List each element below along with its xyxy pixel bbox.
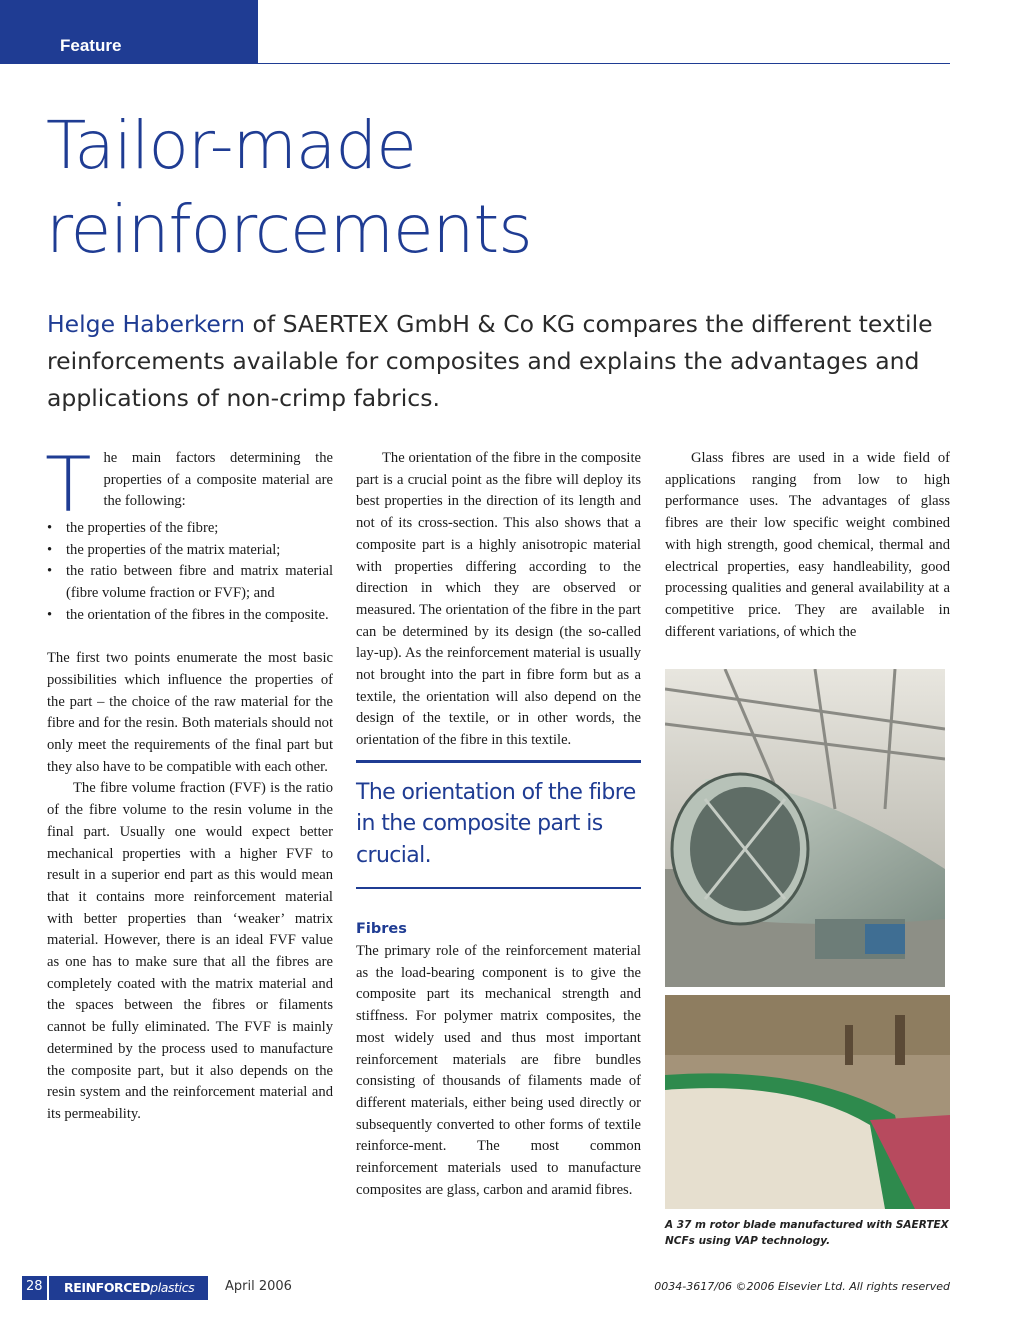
publication-name-bold: REINFORCED xyxy=(64,1280,151,1295)
intro-paragraph: he main factors determining the properties of a composite material are the following: xyxy=(103,450,333,510)
header-rule xyxy=(258,63,950,64)
author-name: Helge Haberkern xyxy=(47,310,245,338)
body-paragraph: Glass fibres are used in a wide field of applications ranging from low to high performance uses. The advantages of glass fibres are their low specific weight combined with high strength, good chemical, thermal and electrical properties, easy handleability, good processing qualities and general availability at a competitive price. They are available in different variations, of which the xyxy=(665,450,950,640)
column-2 xyxy=(356,448,641,1201)
section-label: Feature xyxy=(60,36,122,55)
copyright-notice: 0034-3617/06 ©2006 Elsevier Ltd. All rights reserved xyxy=(654,1280,950,1293)
pull-quote: The orientation of the fibre in the composite part is crucial. xyxy=(356,760,641,890)
publication-name xyxy=(64,1280,194,1295)
body-paragraph: The first two points enumerate the most basic possibilities which influence the properties of the part – the choice of the raw material for the fibre and for the resin. Both materials should not only meet the requirements of the final part but they also have to be compatible with each other. xyxy=(47,650,333,775)
standfirst xyxy=(47,306,947,417)
column-1 xyxy=(45,440,333,1126)
photo-caption: A 37 m rotor blade manufactured with SAERTEX NCFs using VAP technology. xyxy=(665,1219,949,1247)
footer-divider xyxy=(47,1276,49,1300)
body-paragraph: The primary role of the reinforcement material as the load-bearing component is to give the composite part its mechanical strength and stiffness. For polymer matrix composites, the most widely used and thus most important reinforcement materials are fibre bundles consisting of thousands of filaments made of different materials, either being used directly or subsequently converted to other forms of textile reinforce-ment. The most common reinforcement materials used to manufacture composites are glass, carbon and aramid fibres. xyxy=(356,943,641,1198)
column-3 xyxy=(665,448,950,643)
list-item: • the orientation of the fibres in the composite. xyxy=(47,605,333,627)
article-title xyxy=(46,104,946,272)
issue-date: April 2006 xyxy=(225,1279,292,1294)
title-line-2: reinforcements xyxy=(46,191,532,268)
list-item: • the properties of the matrix material; xyxy=(47,540,333,562)
rotor-blade-photo-1 xyxy=(665,669,945,987)
subhead-fibres: Fibres xyxy=(356,921,407,938)
section-tab xyxy=(0,0,258,64)
title-line-1: Tailor-made xyxy=(46,107,416,184)
factor-list xyxy=(47,518,333,627)
drop-cap: T xyxy=(45,440,92,529)
standfirst-text: of SAERTEX GmbH & Co KG compares the different textile reinforcements available for composites and explains the advantages and applications of non-crimp fabrics. xyxy=(47,310,933,412)
list-item: • the ratio between fibre and matrix material (fibre volume fraction or FVF); and xyxy=(47,561,333,604)
publication-name-italic: plastics xyxy=(150,1280,195,1295)
rotor-blade-photo-2 xyxy=(665,995,950,1209)
body-paragraph: The fibre volume fraction (FVF) is the ratio of the fibre volume to the resin volume in the final part. Usually one would expect better mechanical properties with a higher FVF to result in a superior end part as this would mean that it contains more reinforcement material with better properties than ‘weaker’ matrix material. However, there is an ideal FVF value as one has to make sure that all the fibres are completely coated with the matrix material and the spaces between the fibres or filaments cannot be fully eliminated. The FVF is mainly determined by the process used to manufacture the composite part, but it also depends on the resin system and the reinforcement material and its permeability. xyxy=(47,780,333,1122)
body-paragraph: The orientation of the fibre in the composite part is a crucial point as the fibre will deploy its best properties in the direction of its length and not of its cross-section. This also shows that a composite part is a highly anisotropic material with properties differing according to the direction in which they are observed or measured. The orientation of the fibre in the part can be determined by its design (the so-called lay-up). As the reinforcement material is usually not brought into the part in fibre form but as a textile, the orientation will also depend on the design of the textile, or in other words, the orientation of the fibre in this textile. xyxy=(356,450,641,749)
page-number: 28 xyxy=(26,1279,43,1294)
list-item: • the properties of the fibre; xyxy=(47,518,333,540)
